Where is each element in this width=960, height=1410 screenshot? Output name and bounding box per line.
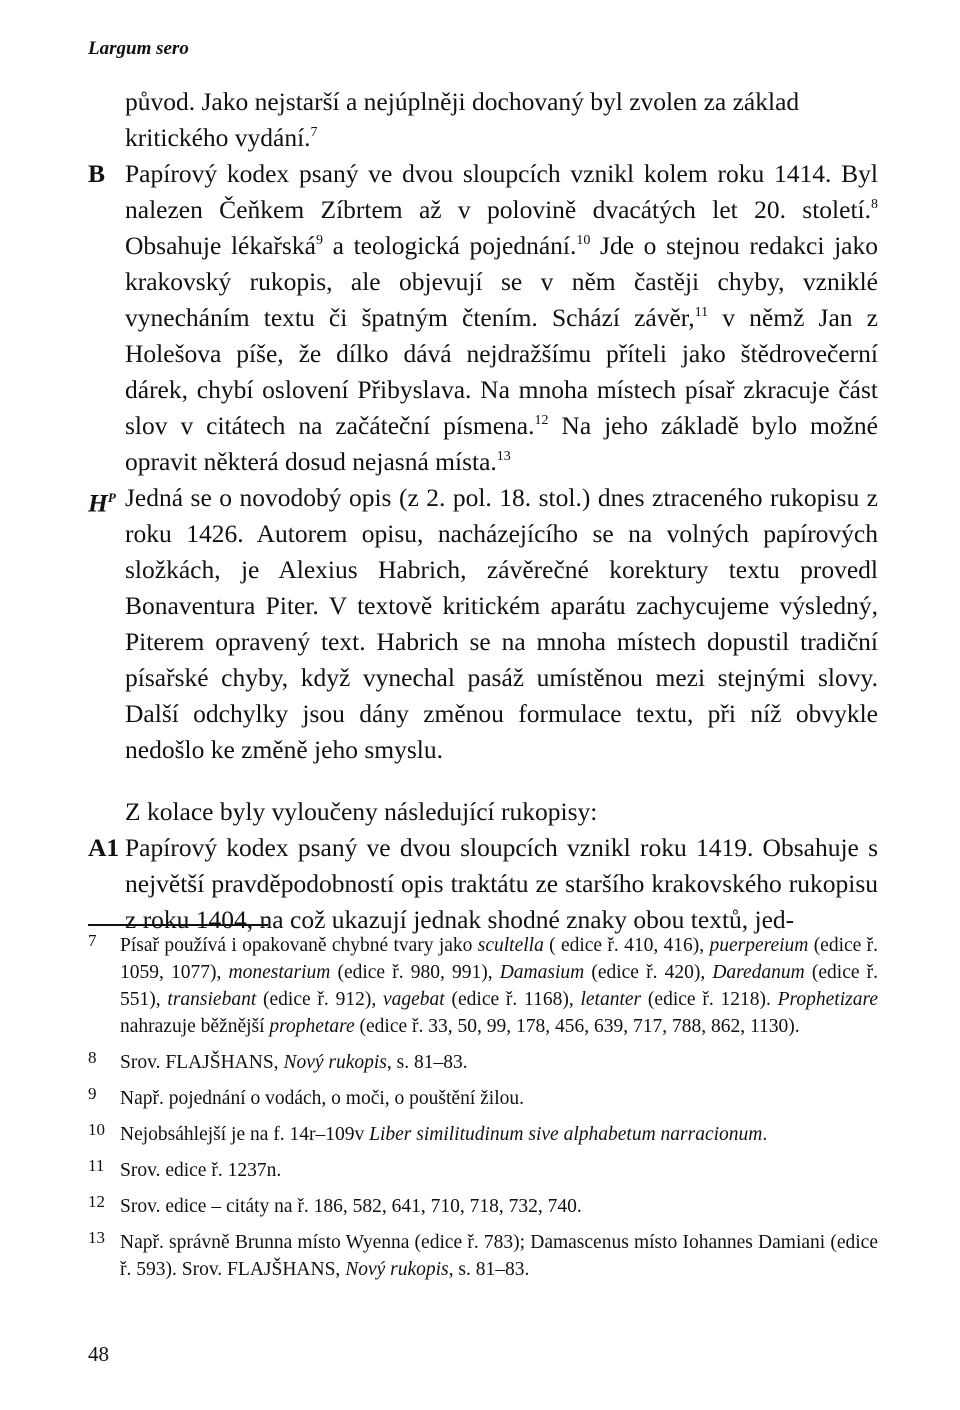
footnote-text: Srov. edice ř. 1237n. xyxy=(120,1160,282,1181)
intro-paragraph xyxy=(88,84,878,156)
footnote-italic: Prophetizare xyxy=(777,989,879,1010)
footnote-9 xyxy=(88,1085,878,1112)
footnote-number: 10 xyxy=(88,1120,105,1139)
entry-b-text-5: v němž Jan z Holešova píše, že dílko dává nejdražšímu příteli jako štědrovečerní dárek, chybí oslovení Přibyslava. Na mnoha místech písař zkracuje část slov v citátech na začáteční písmena. xyxy=(125,303,878,440)
footnote-italic: prophetare xyxy=(269,1016,355,1037)
footnote-ref-11[interactable]: 11 xyxy=(694,305,709,320)
entry-b-text-2: Obsahuje lékařská xyxy=(125,231,316,260)
footnote-10 xyxy=(88,1121,878,1148)
footnote-text: (edice ř. 551), xyxy=(120,962,879,1010)
entry-b-text-1: Papírový kodex psaný ve dvou sloupcích vznikl kolem roku 1414. Byl nalezen Čeňkem Zíbrtem až v polovině dvacátých let 20. století. xyxy=(125,159,878,224)
footnote-number: 12 xyxy=(88,1192,105,1211)
footnote-12 xyxy=(88,1193,878,1220)
entry-a1 xyxy=(88,830,878,938)
footnote-13 xyxy=(88,1229,878,1283)
footnote-italic: Daredanum xyxy=(712,962,805,983)
footnote-italic: Liber similitudinum sive alphabetum narracionum xyxy=(369,1124,763,1145)
entry-hp xyxy=(88,480,878,768)
footnote-text: Srov. FLAJŠHANS, xyxy=(120,1052,284,1073)
running-head: Largum sero xyxy=(88,38,189,59)
intro-text: původ. Jako nejstarší a nejúplněji dochovaný byl zvolen za základ kritického vydání. xyxy=(125,87,800,152)
footnote-text: . xyxy=(762,1124,768,1145)
footnote-text: ( edice ř. 410, 416), xyxy=(543,935,710,956)
footnote-italic: Nový rukopis xyxy=(345,1259,449,1280)
footnote-text: Např. správně Brunna místo Wyenna (edice ř. 783); Damascenus místo Iohannes Damiani (edice ř. 593). Srov. FLAJŠHANS, xyxy=(120,1232,878,1280)
footnote-ref-13[interactable]: 13 xyxy=(496,449,511,464)
entry-b xyxy=(88,156,878,480)
footnote-number: 7 xyxy=(88,931,97,950)
footnote-number: 8 xyxy=(88,1048,97,1067)
footnote-11 xyxy=(88,1157,878,1184)
footnote-italic: transiebant xyxy=(167,989,257,1010)
entry-b-text-3: a teologická pojednání. xyxy=(322,231,577,260)
footnote-number: 9 xyxy=(88,1084,97,1103)
siglum-hp-sup: P xyxy=(107,490,116,505)
footnote-number: 11 xyxy=(88,1156,105,1175)
siglum-hp xyxy=(88,480,116,522)
footnote-text: (edice ř. 980, 991), xyxy=(330,962,500,983)
footnote-text: Např. pojednání o vodách, o moči, o pouštění žilou. xyxy=(120,1088,524,1109)
footnote-text: (edice ř. 33, 50, 99, 178, 456, 639, 717, 788, 862, 1130). xyxy=(354,1016,800,1037)
footnotes xyxy=(88,932,878,1292)
footnote-text: nahrazuje běžnější xyxy=(120,1016,270,1037)
footnote-italic: letanter xyxy=(580,989,642,1010)
footnote-text: Písař používá i opakovaně chybné tvary jako xyxy=(120,935,478,956)
footnote-text: (edice ř. 1168), xyxy=(444,989,581,1010)
excluded-intro: Z kolace byly vyloučeny následující rukopisy: xyxy=(125,797,598,826)
footnote-italic: monestarium xyxy=(228,962,331,983)
entry-b-text-4: Jde o stejnou redakci jako krakovský rukopis, ale objevují se v něm častěji chyby, vzniklé vynecháním textu či špatným čtením. Schází závěr, xyxy=(125,231,879,332)
footnote-italic: Nový rukopis xyxy=(283,1052,387,1073)
footnote-text: (edice ř. 912), xyxy=(256,989,383,1010)
siglum-b: B xyxy=(88,159,106,188)
footnote-text: , s. 81–83. xyxy=(386,1052,468,1073)
siglum-hp-letter: H xyxy=(88,488,108,518)
footnote-italic: puerpereium xyxy=(709,935,809,956)
footnote-rule xyxy=(88,924,268,926)
entry-b-text-6: Na jeho základě bylo možné opravit některá dosud nejasná místa. xyxy=(125,411,878,476)
footnote-text: Nejobsáhlejší je na f. 14r–109v xyxy=(120,1124,370,1145)
footnote-ref-10[interactable]: 10 xyxy=(576,233,591,248)
siglum-a1: A1 xyxy=(88,833,120,862)
footnote-text: (edice ř. 1218). xyxy=(641,989,778,1010)
footnote-text: (edice ř. 1059, 1077), xyxy=(120,935,878,983)
footnote-8 xyxy=(88,1049,878,1076)
entry-a1-text: Papírový kodex psaný ve dvou sloupcích vznikl roku 1419. Obsahuje s největší pravděpodobností opis traktátu ze staršího krakovského rukopisu z roku 1404, na což ukazují jednak shodné znaky obou textů, jed- xyxy=(125,833,878,934)
page-number: 48 xyxy=(88,1342,109,1366)
footnote-italic: scultella xyxy=(477,935,544,956)
footnote-ref-12[interactable]: 12 xyxy=(534,413,549,428)
footnote-text: (edice ř. 420), xyxy=(584,962,713,983)
footnote-ref-7[interactable]: 7 xyxy=(310,125,318,140)
footnote-text: , s. 81–83. xyxy=(448,1259,530,1280)
footnote-italic: vagebat xyxy=(382,989,445,1010)
entry-hp-text: Jedná se o novodobý opis (z 2. pol. 18. stol.) dnes ztraceného rukopisu z roku 1426. Autorem opisu, nacházejícího se na volných papírových složkách, je Alexius Habrich, závěrečné korektury textu provedl Bonaventura Piter. V textově kritickém aparátu zachycujeme výsledný, Piterem opravený text. Habrich se na mnoha místech dopustil tradiční písařské chyby, když vynechal pasáž umístěnou mezi stejnými slovy. Další odchylky jsou dány změnou formulace textu, při níž obvykle nedošlo ke změně jeho smyslu. xyxy=(125,483,878,764)
footnote-text: Srov. edice – citáty na ř. 186, 582, 641, 710, 718, 732, 740. xyxy=(120,1196,582,1217)
footnote-7 xyxy=(88,932,878,1040)
footnote-ref-8[interactable]: 8 xyxy=(871,197,878,212)
footnote-italic: Damasium xyxy=(499,962,585,983)
footnote-ref-9[interactable]: 9 xyxy=(315,233,323,248)
main-text xyxy=(88,84,878,938)
footnote-number: 13 xyxy=(88,1228,105,1247)
